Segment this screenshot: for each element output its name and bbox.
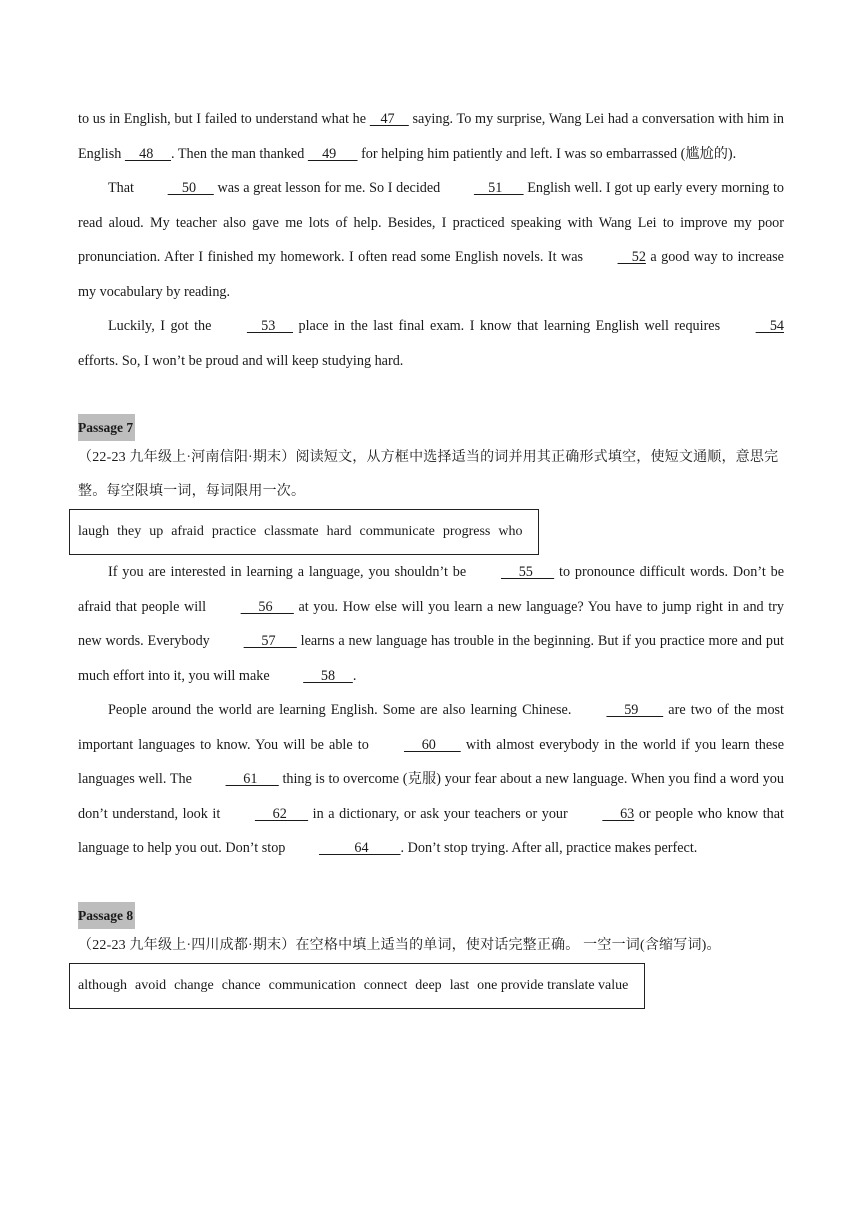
passage-8 bbox=[78, 902, 784, 1009]
paragraph bbox=[78, 102, 784, 171]
text: in a dictionary, or ask your teachers or your bbox=[308, 805, 573, 822]
text: at you. How else will you learn a new language? You have to jump right in and try new words. Everybody bbox=[78, 598, 784, 649]
word-option: hard bbox=[326, 524, 352, 539]
passage-title: Passage 7 bbox=[78, 414, 135, 441]
text: for helping him patiently and left. I was so embarrassed (尴尬的). bbox=[357, 145, 737, 162]
blank-48[interactable]: 48 bbox=[124, 145, 172, 162]
word-option: change bbox=[174, 977, 214, 993]
text: Luckily, I got the bbox=[108, 318, 217, 334]
word-option: who bbox=[498, 524, 523, 539]
instruction-text: （22-23 九年级上·河南信阳·期末）阅读短文，从方框中选择适当的词并用其正确形式填空，使短文通顺，意思完整。每空限填一词，每词限用一次。 bbox=[78, 450, 779, 499]
text: English well. I got up early every morning to read aloud. My teacher also gave me lots of help. Besides, I practiced speaking with Wang Lei to improve my poor pronunciation. After I finished my homework. I often read some English novels. It was bbox=[78, 180, 784, 265]
text: efforts. So, I won’t be proud and will keep studying hard. bbox=[78, 352, 404, 369]
word-option: progress bbox=[442, 524, 491, 539]
blank-55[interactable]: 55 bbox=[500, 564, 555, 580]
blank-47[interactable]: 47 bbox=[369, 111, 409, 127]
word-option: avoid bbox=[135, 977, 167, 993]
blank-62[interactable]: 62 bbox=[254, 805, 309, 822]
word-option: deep bbox=[415, 977, 442, 993]
text: saying. To my surprise, Wang Lei had a conversation with him in English bbox=[78, 111, 784, 162]
text: . Then the man thanked bbox=[171, 145, 308, 162]
blank-60[interactable]: 60 bbox=[403, 736, 461, 753]
word-option: they bbox=[117, 524, 142, 539]
text: are two of the most important languages to know. You will be able to bbox=[78, 702, 784, 753]
text: thing is to overcome (克服) your fear about a new language. When you find a word you don’t understand, look it bbox=[78, 771, 784, 822]
word-option: communicate bbox=[359, 524, 435, 539]
text: place in the last final exam. I know that learning English well requires bbox=[293, 318, 726, 334]
paragraph bbox=[78, 309, 784, 378]
text: to us in English, but I failed to understand what he bbox=[78, 111, 370, 127]
blank-51[interactable]: 51 bbox=[473, 180, 524, 196]
word-box bbox=[69, 509, 539, 555]
paragraph bbox=[78, 693, 784, 866]
text: That bbox=[108, 180, 138, 196]
text: was a great lesson for me. So I decided bbox=[213, 180, 444, 196]
word-option: laugh bbox=[78, 524, 110, 539]
word-option: although bbox=[78, 977, 127, 993]
word-option: last bbox=[449, 977, 470, 993]
blank-49[interactable]: 49 bbox=[307, 145, 358, 162]
word-option: communication bbox=[268, 977, 356, 993]
blank-64[interactable]: 64 bbox=[318, 840, 401, 856]
text: learns a new language has trouble in the beginning. But if you practice more and put much effort into it, you will make bbox=[78, 633, 784, 684]
text: . bbox=[352, 667, 357, 684]
passage-title: Passage 8 bbox=[78, 902, 135, 929]
word-option: connect bbox=[363, 977, 408, 993]
word-option: practice bbox=[211, 524, 257, 539]
text: to pronounce difficult words. Don’t be afraid that people will bbox=[78, 564, 784, 615]
text: or people who know that language to help you out. Don’t stop bbox=[78, 805, 784, 856]
paragraph bbox=[78, 555, 784, 693]
text: with almost everybody in the world if you learn these languages well. The bbox=[78, 736, 784, 787]
paragraph bbox=[78, 171, 784, 309]
text: People around the world are learning English. Some are also learning Chinese. bbox=[108, 702, 577, 718]
blank-54[interactable]: 54 bbox=[755, 318, 784, 334]
passage-7 bbox=[78, 414, 784, 866]
blank-52[interactable]: 52 bbox=[617, 249, 646, 265]
document-page bbox=[78, 102, 784, 1009]
blank-50[interactable]: 50 bbox=[167, 180, 214, 196]
word-option: classmate bbox=[264, 524, 319, 539]
word-option: up bbox=[149, 524, 164, 539]
word-option: one provide translate value bbox=[477, 977, 629, 993]
text: . Don’t stop trying. After all, practice makes perfect. bbox=[400, 840, 698, 856]
blank-58[interactable]: 58 bbox=[303, 667, 353, 684]
word-box bbox=[69, 963, 645, 1009]
word-option: chance bbox=[221, 977, 261, 993]
blank-57[interactable]: 57 bbox=[243, 633, 297, 649]
word-option: afraid bbox=[171, 524, 204, 539]
instruction-text: （22-23 九年级上·四川成都·期末）在空格中填上适当的单词，使对话完整正确。 一空一词(含缩写词)。 bbox=[78, 937, 721, 953]
blank-53[interactable]: 53 bbox=[246, 318, 294, 334]
blank-61[interactable]: 61 bbox=[225, 771, 279, 787]
text: If you are interested in learning a language, you shouldn’t be bbox=[108, 564, 471, 580]
text: a good way to increase my vocabulary by reading. bbox=[78, 249, 784, 300]
blank-63[interactable]: 63 bbox=[602, 805, 635, 822]
blank-56[interactable]: 56 bbox=[240, 598, 294, 615]
blank-59[interactable]: 59 bbox=[606, 702, 664, 718]
